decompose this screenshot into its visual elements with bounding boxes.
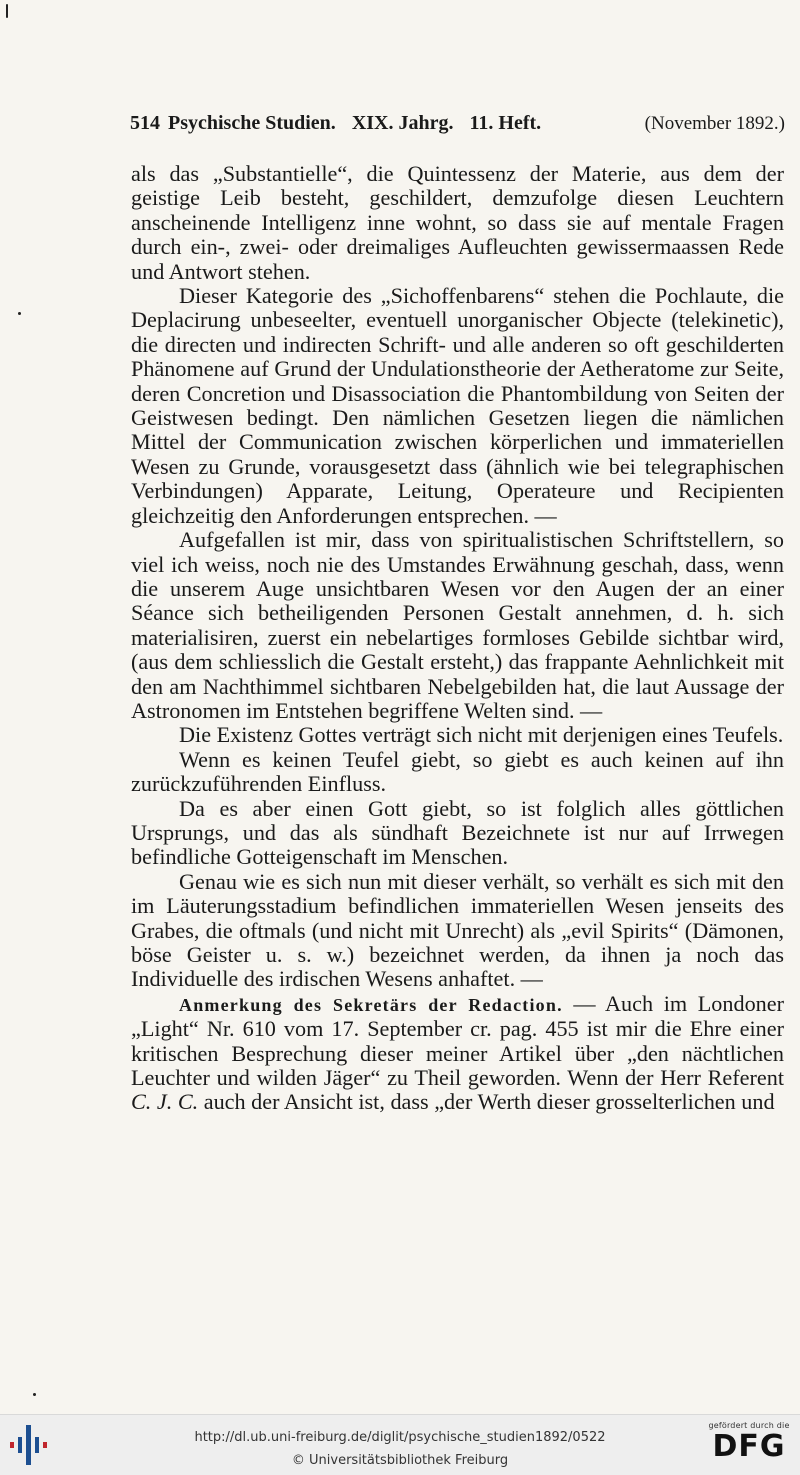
- editor-note-text-end: auch der Ansicht ist, dass „der Werth dieser grosselterlichen und: [198, 1089, 775, 1115]
- journal-title: Psychische Studien.: [168, 112, 336, 134]
- dfg-caption: gefördert durch die: [708, 1421, 790, 1430]
- editor-note: [131, 992, 784, 1115]
- scan-mark: [6, 4, 8, 18]
- paragraph-4: Die Existenz Gottes verträgt sich nicht mit derjenigen eines Teufels.: [179, 722, 784, 748]
- page-body: [131, 162, 784, 1115]
- paragraph-1: als das „Substantielle“, die Quintessenz der Materie, aus dem der geistige Leib besteht, geschildert, demzufolge diesen Leuchtern anscheinende Intelligenz inne wohnt, so dass sie auf mentale Fragen durch ein-, zwei- oder dreimaliges Aufleuchten gewissermaassen Rede und Antwort stehen.: [131, 161, 784, 284]
- viewer-footer: [0, 1414, 800, 1475]
- referent-initials: C. J. C.: [131, 1089, 199, 1115]
- paragraph-5: Wenn es keinen Teufel giebt, so giebt es auch keinen auf ihn zurückzuführenden Einfluss.: [131, 746, 784, 797]
- scan-speck: [18, 312, 21, 315]
- paragraph-2: Dieser Kategorie des „Sichoffenbarens“ stehen die Pochlaute, die Deplacirung unbeseelter, eventuell unorganischer Objecte (telekinetic), die directen und indirecten Schrift- und alle anderen so oft geschilderten Phänomene auf Grund der Undulationstheorie der Aetheratome zur Seite, deren Concretion und Disassociation die Phantombildung von Seiten der Geistwesen bedingt. Den nämlichen Gesetzen liegen die nämlichen Mittel der Communication zwischen körperlichen und immateriellen Wesen zu Grunde, vorausgesetzt dass (ähnlich wie bei telegraphischen Verbindungen) Apparate, Leitung, Operateure und Recipienten gleichzeitig den Anforderungen entsprechen. —: [131, 283, 784, 528]
- issue-date: (November 1892.): [644, 113, 785, 134]
- paragraph-6: Da es aber einen Gott giebt, so ist folglich alles göttlichen Ursprungs, und das als sündhaft Bezeichnete ist nur auf Irrwegen befindliche Gotteigenschaft im Menschen.: [131, 795, 784, 870]
- volume-label: XIX. Jahrg.: [351, 112, 454, 134]
- editor-note-lead: Anmerkung des Sekretärs der Redaction.: [179, 994, 563, 1015]
- copyright-notice: © Universitätsbibliothek Freiburg: [291, 1453, 509, 1468]
- scan-speck: [33, 1393, 36, 1396]
- dfg-logo[interactable]: [706, 1421, 792, 1471]
- paragraph-7: Genau wie es sich nun mit dieser verhält, so verhält es sich mit den im Läuterungsstadium befindlichen immateriellen Wesen jenseits des Grabes, die oftmals (und nicht mit Unrecht) als „evil Spirits“ (Dämonen, böse Geister u. s. w.) bezeichnet werden, da ihnen ja noch das Individuelle des irdischen Wesens anhaftet. —: [131, 868, 784, 992]
- editor-note-text: — Auch im Londoner „Light“ Nr. 610 vom 17. September cr. pag. 455 ist mir die Ehre einer kritischen Besprechung dieser meiner Artikel über „den nächtlichen Leuchter und wilden Jäger“ zu Theil geworden. Wenn der Herr Referent: [131, 990, 785, 1091]
- dfg-mark: DFG: [712, 1429, 786, 1464]
- running-header: [130, 112, 785, 142]
- issue-label: 11. Heft.: [469, 112, 542, 134]
- page-number: 514: [130, 112, 160, 134]
- permalink-url[interactable]: http://dl.ub.uni-freiburg.de/diglit/psychische_studien1892/0522: [194, 1430, 606, 1445]
- paragraph-3: Aufgefallen ist mir, dass von spiritualistischen Schriftstellern, so viel ich weiss, noch nie des Umstandes Erwähnung geschah, dass, wenn die unserem Auge unsichtbaren Wesen vor den Augen der an einer Séance sich betheiligenden Personen Gestalt annehmen, d. h. sich materialisiren, zuerst ein nebelartiges formloses Gebilde sichtbar wird, (aus dem schliesslich die Gestalt ersteht,) das frappante Aehnlichkeit mit den am Nachthimmel sichtbaren Nebelgebilden hat, die laut Aussage der Astronomen im Entstehen begriffene Welten sind. —: [131, 527, 784, 723]
